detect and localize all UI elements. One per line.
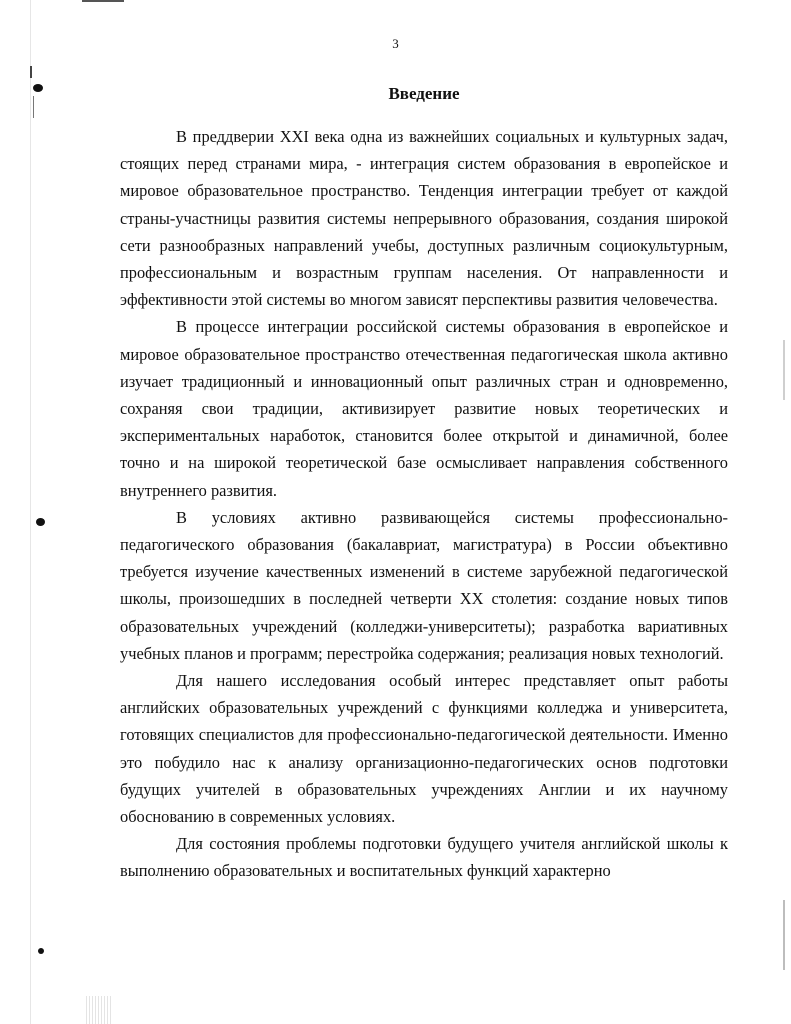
scan-tick-artifact xyxy=(30,66,32,78)
binding-hole-mark xyxy=(33,84,43,92)
body-text xyxy=(120,123,728,885)
paragraph: В условиях активно развивающейся системы профессионально-педагогического образования (бакалавриат, магистратура) в России объективно требуется изучение качественных изменений в системе зарубежной педагогической школы, произошедших в последней четверти XX столетия: создание новых типов образовательных учреждений (колледжи-университеты); разработка вариативных учебных планов и программ; перестройка содержания; реализация новых технологий. xyxy=(120,507,728,663)
paragraph: Для нашего исследования особый интерес представляет опыт работы английских образовательных учреждений с функциями колледжа и университета, готовящих специалистов для профессионально-педагогической деятельности. Именно это побудило нас к анализу организационно-педагогических основ подготовки будущих учителей в образовательных учреждениях Англии и их научному обоснованию в современных условиях. xyxy=(120,671,728,827)
binding-hole-mark xyxy=(38,948,44,954)
paragraph: В процессе интеграции российской системы образования в европейское и мировое образовательное пространство отечественная педагогическая школа активно изучает традиционный и инновационный опыт различных стран и одновременно, сохраняя свои традиции, активизирует развитие новых теоретических и экспериментальных наработок, становится более открытой и динамичной, более точно и на широкой теоретической базе осмысливает направления собственного внутреннего развития. xyxy=(120,317,728,500)
page-number: 3 xyxy=(392,36,399,51)
paragraph: В преддверии XXI века одна из важнейших социальных и культурных задач, стоящих перед странами мира, - интеграция систем образования в европейское и мировое образовательное пространство. Тенденция интеграции требует от каждой страны-участницы развития системы непрерывного образования, создания широкой сети разнообразных направлений учебы, доступных различным социокультурным, профессиональным и возрастным группам населения. От направленности и эффективности этой системы во многом зависят перспективы развития человечества. xyxy=(120,127,728,310)
scan-smudge-artifact xyxy=(86,996,112,1024)
scan-speckle-artifact xyxy=(783,340,785,400)
scan-speckle-artifact xyxy=(783,900,785,970)
binding-hole-mark xyxy=(36,518,45,526)
scan-top-line-artifact xyxy=(82,0,124,2)
paragraph: Для состояния проблемы подготовки будущего учителя английской школы к выполнению образовательных и воспитательных функций характерно xyxy=(120,834,728,881)
scan-tick-artifact xyxy=(33,96,34,118)
section-title: Введение xyxy=(388,84,460,103)
scan-edge-artifact xyxy=(30,0,31,1024)
